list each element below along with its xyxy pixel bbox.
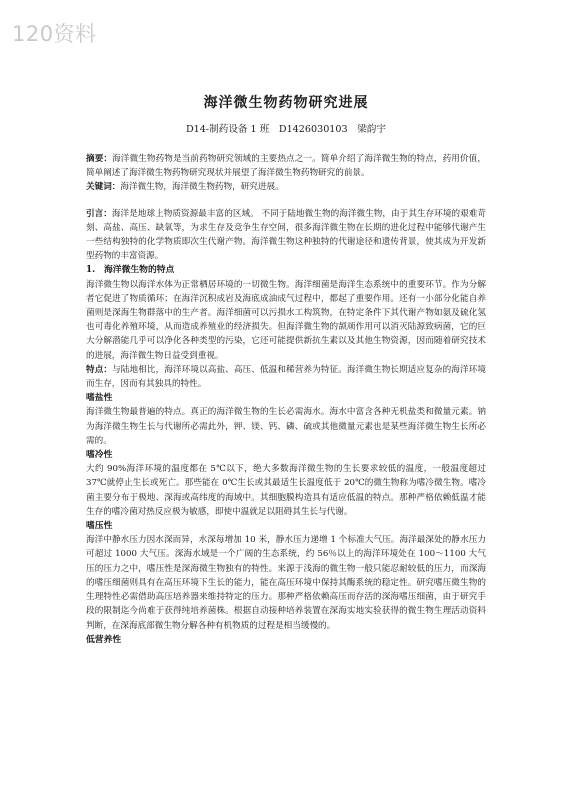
page-title: 海洋微生物药物研究进展 xyxy=(203,95,369,111)
intro-text: 海洋是地球上物质资源最丰富的区域。 不同于陆地微生物的海洋微生物，由于其生存环境的艰难苛刻、高盐、高压、缺氧等，为求生存及竞争生存空间，很多海洋微生物在长期的进化过程中能够代谢产生一些结构独特的化学物质即次生代谢产物。海洋微生物这种独特的代谢途径和遗传背景，使其成为开发新型药物的丰富资源。 xyxy=(86,208,486,262)
abstract-text: 海洋微生物药物是当前药物研究领域的主要热点之一。简单介绍了海洋微生物的特点，药用价值，简单阐述了海洋微生物药物研究现状并展望了海洋微生物药物研究的前景。 xyxy=(86,154,486,179)
keywords-label: 关键词： xyxy=(86,182,121,193)
piezophilic-paragraph: 海洋中静水压力因水深而异，水深每增加 10 米，静水压力递增 1 个标准大气压。海洋最深处的静水压力可超过 1000 大气压。深海水域是一个广阔的生态系统，约 56％以上的海洋环境处在 100～1100 大气压的压力之中，嗜压性是深海微生物独有的特性。来源于浅海的微生物一般只能忍耐较低的压力，而深海的嗜压细菌则具有在高压环境下生长的能力，能在高压环境中保持其酶系统的稳定性。研究嗜压微生物的生理特性必需借助高压培养器来维持特定的压力。那种严格依赖高压而存活的深海嗜压细菌，由于研究手段的限制迄今尚难于获得纯培养菌株。根据自动接种培养装置在深海实地实验获得的微生物生理活动资料判断，在深海底部微生物分解各种有机物质的过程是相当缓慢的。 xyxy=(86,535,486,631)
introduction xyxy=(86,207,486,264)
section-heading-1: 1. 海洋微生物的特点 xyxy=(86,265,175,276)
subheading-piezophilic: 嗜压性 xyxy=(86,521,113,532)
abstract-label: 摘要： xyxy=(86,154,113,164)
author-line: D14-制药设备 1 班 D1426030103 梁韵宇 xyxy=(185,124,386,135)
keywords xyxy=(86,180,486,194)
psychrophilic-paragraph: 大约 90%海洋环境的温度都在 5℃以下，绝大多数海洋微生物的生长要求较低的温度，一般温度超过 37℃就停止生长或死亡。那些能在 0℃生长或其最适生长温度低于 20℃的微生物称为嗜冷微生物。嗜冷菌主要分布于极地、深海或高纬度的海域中。其细胞膜构造具有适应低温的特点。那种严格依赖低温才能生存的嗜冷菌对热反应极为敏感，即使中温就足以阻碍其生长与代谢。 xyxy=(86,464,486,517)
features-label: 特点： xyxy=(86,364,113,375)
subheading-halophilic: 嗜盐性 xyxy=(86,393,113,404)
halophilic-paragraph: 海洋微生物最普遍的特点。真正的海洋微生物的生长必需海水。海水中富含各种无机盐类和微量元素。钠为海洋微生物生长与代谢所必需此外，钾、镁、钙、磷、硫或其他微量元素也是某些海洋微生物生长所必需的。 xyxy=(86,407,486,446)
features-paragraph xyxy=(86,363,486,391)
watermark: 120资料 xyxy=(12,22,97,46)
intro-label: 引言： xyxy=(86,208,112,219)
keywords-text: 海洋微生物，海洋微生物药物，研究进展。 xyxy=(120,182,284,193)
section1-paragraph: 海洋微生物以海洋水体为正常栖居环境的一切微生物。海洋细菌是海洋生态系统中的重要环节。作为分解者它促进了物质循环；在海洋沉积成岩及海底成油成气过程中，都起了重要作用。还有一小部分化能自养菌则是深海生物群落中的生产者。海洋细菌可以污损水工构筑物，在特定条件下其代谢产物如氨及硫化氢也可毒化养殖环境，从而造成养殖业的经济损失。但海洋微生物的颉颃作用可以消灭陆源致病菌，它的巨大分解潜能几乎可以净化各种类型的污染，它还可能提供新抗生素以及其他生物资源，因而随着研究技术的进展，海洋微生物日益受到重视。 xyxy=(86,279,486,361)
document-page xyxy=(86,94,486,647)
subheading-psychrophilic: 嗜冷性 xyxy=(86,450,113,461)
features-text: 与陆地相比，海洋环境以高盐、高压、低温和稀营养为特征。海洋微生物长期适应复杂的海洋环境而生存，因而有其独具的特性。 xyxy=(86,364,486,390)
abstract xyxy=(86,152,486,180)
subheading-oligotrophic: 低营养性 xyxy=(86,634,122,645)
